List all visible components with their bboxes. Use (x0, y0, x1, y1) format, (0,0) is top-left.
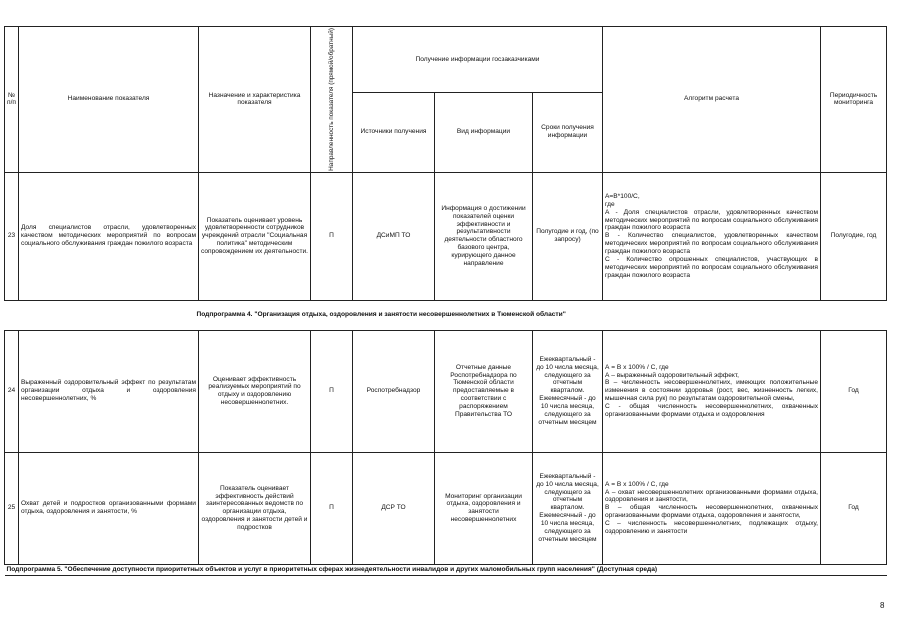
header-periodicity: Периодичность мониторинга (821, 27, 887, 173)
subprogram-row (5, 564, 887, 575)
header-info-type: Вид информации (435, 92, 533, 172)
row-info-type: Информация о достижении показателей оценки эффективности и результативности деятельности областного базового центра, курирующего данное направление (435, 172, 533, 300)
header-direction: Направленность показателя (прямой/обратный) (327, 28, 335, 171)
subprogram-5-heading: Подпрограмма 5. "Обеспечение доступности приоритетных объектов и услуг в приоритетных сферах жизнедеятельности инвалидов и других маломобильных групп населения" (Доступная среда) (5, 564, 887, 575)
row-periodicity: Полугодие, год (821, 172, 887, 300)
header-sources: Источники получения (353, 92, 435, 172)
row-info-type: Отчетные данные Роспотребнадзора по Тюменской области предоставляемые в соответствии с распоряжением Правительства ТО (435, 330, 533, 452)
row-algorithm: А = В x 100% / С, где А – выраженный оздоровительный эффект, В – численность несовершеннолетних, имеющих положительные изменения в состоянии здоровья (рост, вес, жизненность легких, мышечная сила рук) по результатам оздоровительной смены, С - общая численность несовершеннолетних, охваченных организованными формами отдыха и оздоровления (603, 330, 821, 452)
row-purpose: Оценивает эффективность реализуемых мероприятий по отдыху и оздоровлению несовершеннолетних. (199, 330, 311, 452)
row-algorithm: А=В*100/С, где А - Доля специалистов отрасли, удовлетворенных качеством методических мероприятий по вопросам социального обслуживания граждан пожилого возраста В - Количество специалистов, удовлетворенных качеством методических мероприятий по вопросам социального обслуживания граждан пожилого возраста С - Количество опрошенных специалистов, участвующих в методических мероприятий по вопросам социального обслуживания граждан пожилого возраста (603, 172, 821, 300)
header-info-group: Получение информации госзаказчиками (353, 27, 603, 93)
table-row (5, 172, 887, 300)
page-number: 8 (880, 601, 885, 610)
subprogram-4-heading (5, 300, 887, 330)
row-purpose: Показатель оценивает эффективность действий заинтересованных ведомств по организации отдыха, оздоровления и занятости детей и подростков (199, 452, 311, 564)
header-num: № п/п (5, 27, 19, 173)
row-periodicity: Год (821, 330, 887, 452)
header-name: Наименование показателя (19, 27, 199, 173)
row-source: ДСР ТО (353, 452, 435, 564)
row-purpose: Показатель оценивает уровень удовлетворенности сотрудников учреждений отрасли "Социальная политика" методическим сопровождением их деятельности. (199, 172, 311, 300)
header-row-1 (5, 27, 887, 93)
table-row (5, 330, 887, 452)
row-algorithm: А = В x 100% / С, где А – охват несовершеннолетних организованными формами отдыха, оздоровления и занятости, В – общая численность несовершеннолетних, охваченных организованными формами отдыха, оздоровления и занятости, С – численность несовершеннолетних, подлежащих отдыху, оздоровлению и занятости (603, 452, 821, 564)
row-periodicity: Год (821, 452, 887, 564)
row-name: Доля специалистов отрасли, удовлетворенных качеством методических мероприятий по вопросам социального обслуживания граждан пожилого возраста (19, 172, 199, 300)
row-name: Охват детей и подростков организованными формами отдыха, оздоровления и занятости, % (19, 452, 199, 564)
row-direction: П (311, 330, 353, 452)
subprogram-4-text: Подпрограмма 4. "Организация отдыха, оздоровления и занятости несовершеннолетних в Тюменской области" (196, 311, 566, 319)
row-info-type: Мониторинг организации отдыха, оздоровления и занятости несовершеннолетних (435, 452, 533, 564)
row-source: ДСиМП ТО (353, 172, 435, 300)
row-num: 23 (5, 172, 19, 300)
row-num: 25 (5, 452, 19, 564)
row-direction: П (311, 452, 353, 564)
header-algorithm: Алгоритм расчета (603, 27, 821, 173)
row-direction: П (311, 172, 353, 300)
row-deadline: Ежеквартальный - до 10 числа месяца, следующего за отчетным кварталом. Ежемесячный - до 10 числа месяца, следующего за отчетным месяцем (533, 452, 603, 564)
header-deadlines: Сроки получения информации (533, 92, 603, 172)
header-direction-cell (311, 27, 353, 173)
indicators-table (4, 26, 887, 576)
row-source: Роспотребнадзор (353, 330, 435, 452)
subprogram-row (5, 300, 887, 330)
row-deadline: Полугодие и год, (по запросу) (533, 172, 603, 300)
header-purpose: Назначение и характеристика показателя (199, 27, 311, 173)
table-row (5, 452, 887, 564)
row-name: Выраженный оздоровительный эффект по результатам организации отдыха и оздоровления несовершеннолетних, % (19, 330, 199, 452)
row-deadline: Ежеквартальный - до 10 числа месяца, следующего за отчетным кварталом. Ежемесячный - до 10 числа месяца, следующего за отчетным месяцем (533, 330, 603, 452)
row-num: 24 (5, 330, 19, 452)
